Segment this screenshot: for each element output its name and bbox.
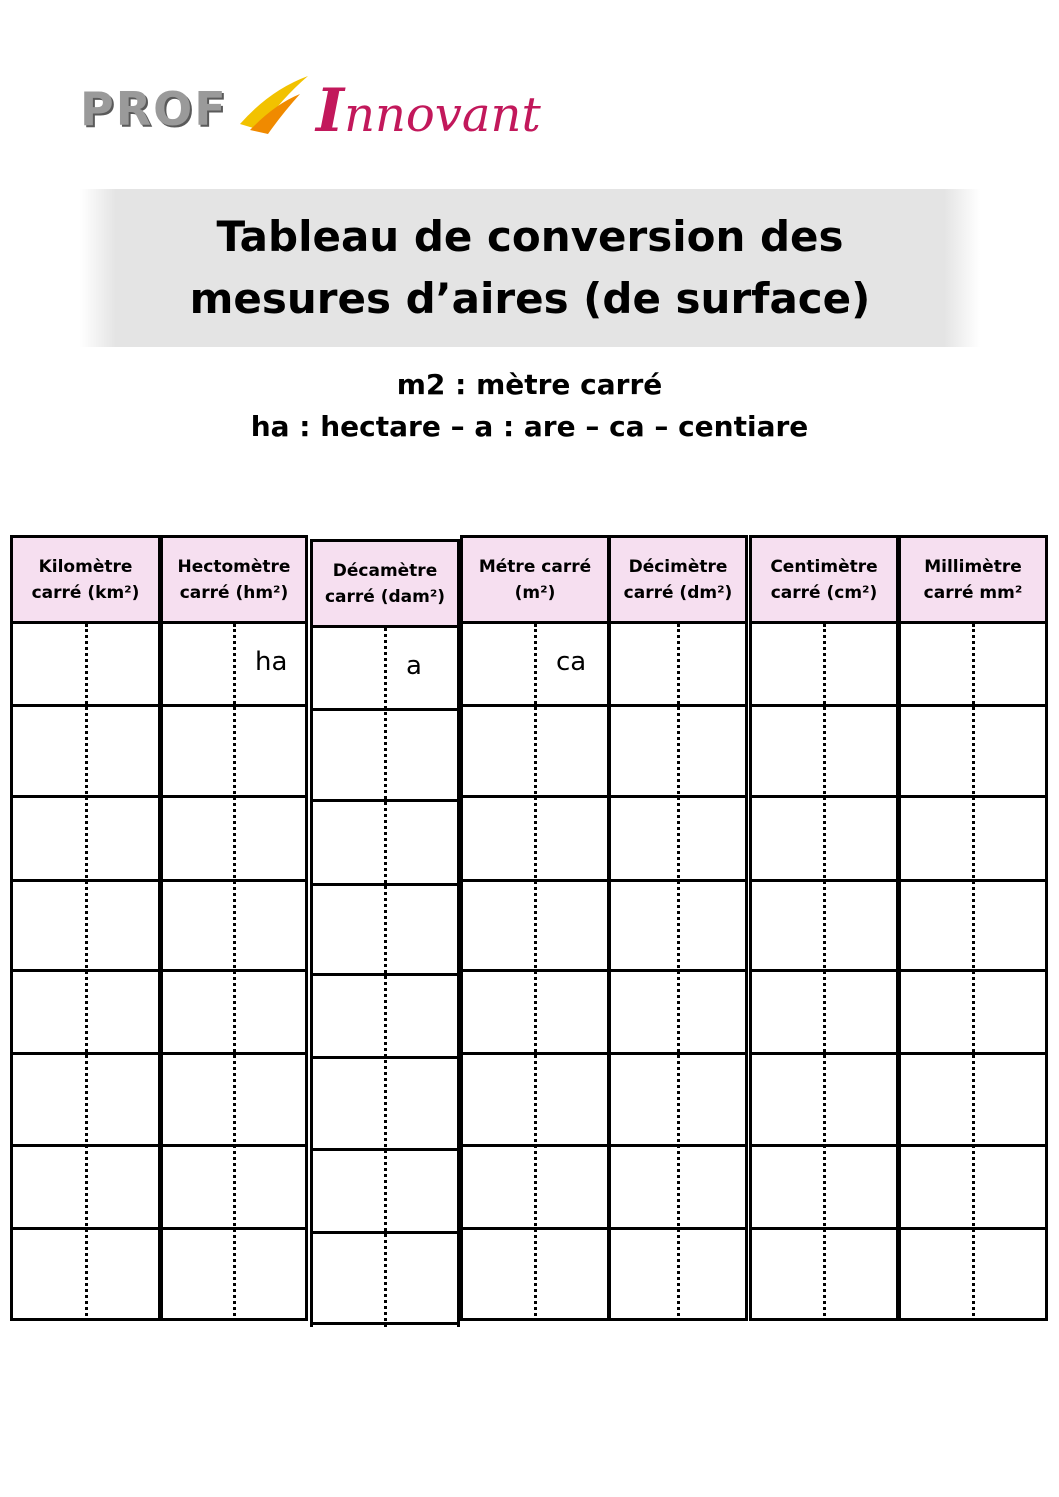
column-1 xyxy=(10,535,161,1321)
column-header-line-2: carré (dm²) xyxy=(623,582,733,603)
legend-line-1: m2 : mètre carré xyxy=(396,368,663,401)
title-line-1: Tableau de conversion des xyxy=(216,212,844,261)
title-line-2: mesures d’aires (de surface) xyxy=(189,274,871,323)
column-header-line-1: Kilomètre xyxy=(38,556,133,577)
logo-prof-text: PROF xyxy=(80,82,228,136)
column-7 xyxy=(898,535,1048,1321)
column-header-line-2: carré (km²) xyxy=(31,582,140,603)
page-title xyxy=(80,206,980,330)
column-divider xyxy=(534,624,537,1321)
column-divider xyxy=(233,624,236,1321)
logo-flare-icon xyxy=(230,70,310,134)
column-3 xyxy=(310,539,460,1327)
column-divider xyxy=(85,624,88,1321)
column-divider xyxy=(384,628,387,1327)
column-header-line-2: (m²) xyxy=(514,582,556,603)
column-header-line-1: Métre carré xyxy=(478,556,592,577)
column-6 xyxy=(749,535,899,1321)
column-header xyxy=(313,539,457,628)
column-header-line-1: Décamètre xyxy=(332,560,438,581)
subunit-label-ca: ca xyxy=(556,647,587,677)
column-header-line-2: carré (hm²) xyxy=(179,582,289,603)
column-header-line-1: Centimètre xyxy=(770,556,878,577)
column-header xyxy=(13,535,158,624)
column-2 xyxy=(160,535,308,1321)
column-header-line-2: carré (dam²) xyxy=(324,586,446,607)
subunit-label-a: a xyxy=(406,651,422,681)
column-divider xyxy=(823,624,826,1321)
column-header-line-2: carré mm² xyxy=(923,582,1023,603)
column-header-line-1: Millimètre xyxy=(924,556,1022,577)
column-4 xyxy=(460,535,610,1321)
column-header xyxy=(463,535,607,624)
legend-line-2: ha : hectare – a : are – ca – centiare xyxy=(250,410,809,443)
column-header-line-2: carré (cm²) xyxy=(770,582,878,603)
column-divider xyxy=(972,624,975,1321)
column-divider xyxy=(677,624,680,1321)
column-header-line-1: Hectomètre xyxy=(177,556,291,577)
logo-innovant-text: Innovant xyxy=(316,76,541,146)
column-header-line-1: Décimètre xyxy=(628,556,728,577)
profinnovant-logo xyxy=(80,66,541,146)
column-5 xyxy=(608,535,748,1321)
column-header xyxy=(163,535,305,624)
subunit-label-ha: ha xyxy=(255,647,288,677)
column-header xyxy=(752,535,896,624)
column-header xyxy=(901,535,1045,624)
column-header xyxy=(611,535,745,624)
